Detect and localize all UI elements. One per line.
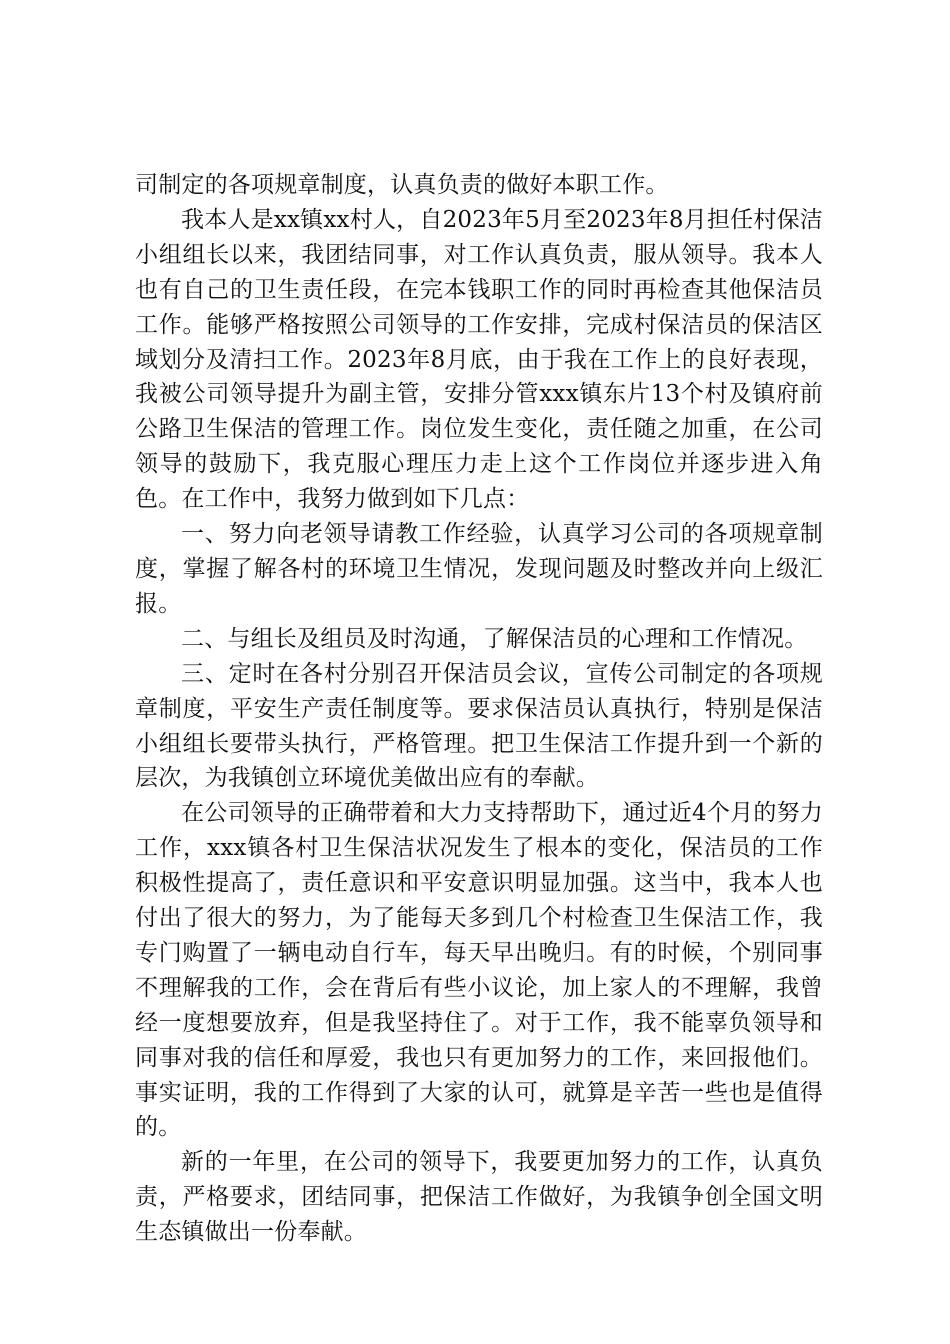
paragraph-continuation: 司制定的各项规章制度，认真负责的做好本职工作。 — [135, 172, 669, 198]
paragraph-new-year: 新的一年里，在公司的领导下，我要更加努力的工作，认真负责，严格要求，团结同事，把保洁工作做好，为我镇争创全国文明生态镇做出一份奉献。 — [135, 1149, 823, 1246]
document-body — [135, 168, 823, 1250]
paragraph-background: 我本人是xx镇xx村人，自2023年5月至2023年8月担任村保洁小组组长以来，我团结同事，对工作认真负责，服从领导。我本人也有自己的卫生责任段，在完本钱职工作的同时再检查其他保洁员工作。能够严格按照公司领导的工作安排，完成村保洁员的保洁区域划分及清扫工作。2023年8月底，由于我在工作上的良好表现，我被公司领导提升为副主管，安排分管xxx镇东片13个村及镇府前公路卫生保洁的管理工作。岗位发生变化，责任随之加重，在公司领导的鼓励下，我克服心理压力走上这个工作岗位并逐步进入角色。在工作中，我努力做到如下几点： — [135, 206, 823, 513]
paragraph-point-two: 二、与组长及组员及时沟通，了解保洁员的心理和工作情况。 — [181, 625, 808, 652]
paragraph-point-one: 一、努力向老领导请教工作经验，认真学习公司的各项规章制度，掌握了解各村的环境卫生情况，发现问题及时整改并向上级汇报。 — [135, 521, 823, 617]
paragraph-results: 在公司领导的正确带着和大力支持帮助下，通过近4个月的努力工作，xxx镇各村卫生保洁状况发生了根本的变化，保洁员的工作积极性提高了，责任意识和平安意识明显加强。这当中，我本人也付出了很大的努力，为了能每天多到几个村检查卫生保洁工作，我专门购置了一辆电动自行车，每天早出晚归。有的时候，个别同事不理解我的工作，会在背后有些小议论，加上家人的不理解，我曾经一度想要放弃，但是我坚持住了。对于工作，我不能辜负领导和同事对我的信任和厚爱，我也只有更加努力的工作，来回报他们。事实证明，我的工作得到了大家的认可，就算是辛苦一些也是值得的。 — [135, 800, 823, 1141]
paragraph-point-three: 三、定时在各村分别召开保洁员会议，宣传公司制定的各项规章制度，平安生产责任制度等。要求保洁员认真执行，特别是保洁小组组长要带头执行，严格管理。把卫生保洁工作提升到一个新的层次，为我镇创立环境优美做出应有的奉献。 — [135, 660, 823, 792]
